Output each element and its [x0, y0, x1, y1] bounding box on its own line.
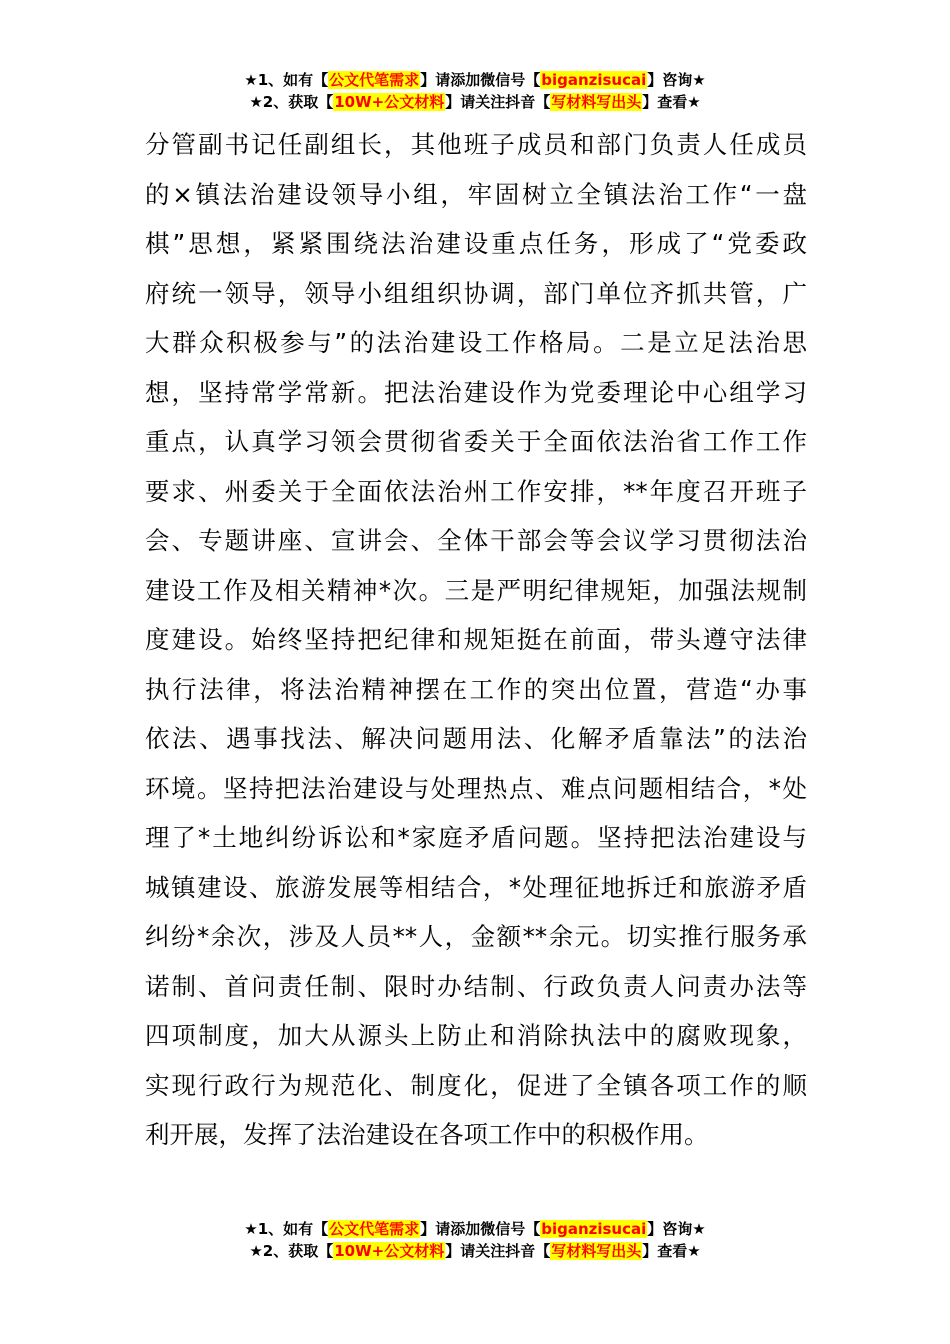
body-line: 要求、州委关于全面依法治州工作安排，**年度召开班子	[145, 476, 807, 506]
body-line: 会、专题讲座、宣讲会、全体干部会等会议学习贯彻法治	[145, 526, 807, 555]
body-line: 建设工作及相关精神*次。三是严明纪律规矩，加强法规制	[145, 575, 807, 605]
body-line: 理了*土地纠纷诉讼和*家庭矛盾问题。坚持把法治建设与	[145, 823, 807, 852]
body-line: 的×镇法治建设领导小组，牢固树立全镇法治工作“一盘	[145, 179, 807, 209]
body-line: 依法、遇事找法、解决问题用法、化解矛盾靠法”的法治	[145, 724, 807, 753]
footer-banner	[0, 1218, 950, 1262]
banner-line-1: ★1、如有【公文代笔需求】请添加微信号【biganzisucai】咨询★	[244, 71, 706, 89]
body-line: 重点，认真学习领会贯彻省委关于全面依法治省工作工作	[145, 427, 807, 456]
banner-line-1: ★1、如有【公文代笔需求】请添加微信号【biganzisucai】咨询★	[244, 1220, 706, 1238]
body-line: 四项制度，加大从源头上防止和消除执法中的腐败现象，	[145, 1021, 807, 1050]
body-line: 实现行政行为规范化、制度化，促进了全镇各项工作的顺	[145, 1070, 807, 1100]
body-line: 分管副书记任副组长，其他班子成员和部门负责人任成员	[145, 130, 807, 159]
body-line: 诺制、首问责任制、限时办结制、行政负责人问责办法等	[145, 971, 807, 1001]
highlight-materials: 10W+公文材料	[334, 1242, 445, 1260]
highlight-service: 公文代笔需求	[329, 71, 420, 89]
highlight-wechat-id: biganzisucai	[541, 1220, 647, 1238]
body-line: 纠纷*余次，涉及人员**人，金额**余元。切实推行服务承	[145, 922, 807, 951]
body-line: 府统一领导，领导小组组织协调，部门单位齐抓共管，广	[145, 278, 807, 308]
highlight-service: 公文代笔需求	[329, 1220, 420, 1238]
banner-line-2: ★2、获取【10W+公文材料】请关注抖音【写材料写出头】查看★	[249, 1242, 701, 1260]
body-line: 大群众积极参与”的法治建设工作格局。二是立足法治思	[145, 328, 807, 357]
body-line: 执行法律，将法治精神摆在工作的突出位置，营造“办事	[145, 674, 807, 704]
highlight-materials: 10W+公文材料	[334, 93, 445, 111]
highlight-douyin-account: 写材料写出头	[551, 1242, 642, 1260]
header-banner	[0, 69, 950, 113]
body-line: 想，坚持常学常新。把法治建设作为党委理论中心组学习	[145, 377, 807, 407]
body-line: 度建设。始终坚持把纪律和规矩挺在前面，带头遵守法律	[145, 625, 807, 654]
highlight-wechat-id: biganzisucai	[541, 71, 647, 89]
body-line: 城镇建设、旅游发展等相结合，*处理征地拆迁和旅游矛盾	[145, 872, 807, 902]
banner-line-2: ★2、获取【10W+公文材料】请关注抖音【写材料写出头】查看★	[249, 93, 701, 111]
highlight-douyin-account: 写材料写出头	[551, 93, 642, 111]
document-body	[145, 120, 807, 1160]
body-line: 棋”思想，紧紧围绕法治建设重点任务，形成了“党委政	[145, 229, 807, 258]
body-line: 利开展，发挥了法治建设在各项工作中的积极作用。	[145, 1120, 709, 1149]
body-line: 环境。坚持把法治建设与处理热点、难点问题相结合，*处	[145, 773, 807, 803]
